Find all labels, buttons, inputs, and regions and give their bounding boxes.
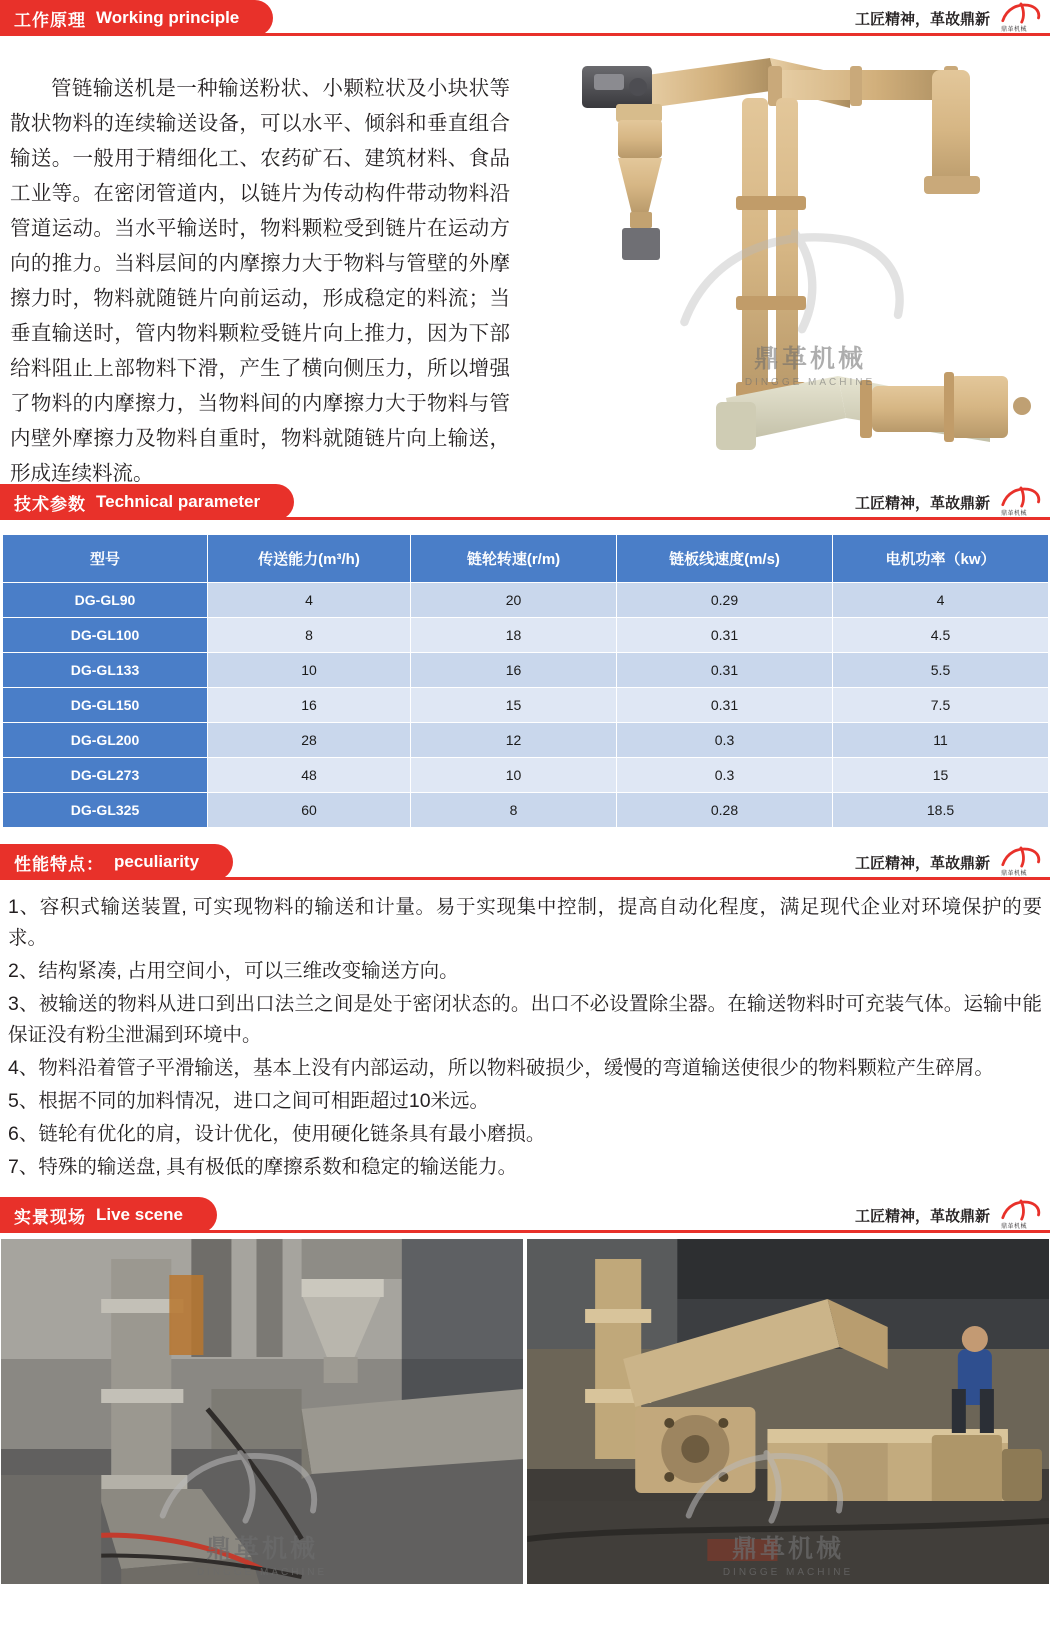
- cell-capacity: 60: [208, 793, 411, 828]
- table-header-row: [3, 535, 1049, 583]
- peculiarity-item: 2、结构紧凑, 占用空间小，可以三维改变输送方向。: [8, 960, 459, 982]
- brand-lockup: [855, 1197, 1044, 1233]
- cell-model: DG-GL90: [3, 583, 208, 618]
- working-principle-content: [0, 36, 1050, 484]
- table-header-cell: 链轮转速(r/m): [411, 535, 617, 583]
- brand-mark-text: 鼎革机械: [1001, 27, 1028, 33]
- swoosh-icon: [1000, 1199, 1042, 1221]
- cell-sprocket-speed: 8: [411, 793, 617, 828]
- watermark-cn: 鼎革机械: [205, 1535, 318, 1563]
- cell-chain-linear-speed: 0.3: [617, 723, 833, 758]
- cell-model: DG-GL325: [3, 793, 208, 828]
- cell-motor-power: 15: [833, 758, 1049, 793]
- cell-motor-power: 4: [833, 583, 1049, 618]
- section-title-cn: 工作原理: [14, 10, 86, 30]
- section-title-en: Technical parameter: [96, 492, 261, 511]
- photo-left-graphic: [1, 1239, 523, 1584]
- table-header-cell: 电机功率（kw）: [833, 535, 1049, 583]
- live-scene-photo-left: [1, 1239, 523, 1584]
- cell-capacity: 16: [208, 688, 411, 723]
- table-header-cell: 传送能力(m³/h): [208, 535, 411, 583]
- cell-chain-linear-speed: 0.29: [617, 583, 833, 618]
- brand-slogan: 工匠精神，革故鼎新: [854, 854, 990, 872]
- cell-capacity: 4: [208, 583, 411, 618]
- cell-motor-power: 18.5: [833, 793, 1049, 828]
- section-header-technical-parameter: [0, 484, 1050, 520]
- tube-chain-conveyor-diagram: [520, 46, 1040, 466]
- cell-sprocket-speed: 10: [411, 758, 617, 793]
- cell-sprocket-speed: 15: [411, 688, 617, 723]
- cell-chain-linear-speed: 0.31: [617, 653, 833, 688]
- brand-lockup: [855, 844, 1044, 880]
- peculiarity-item: 7、特殊的输送盘, 具有极低的摩擦系数和稳定的输送能力。: [8, 1156, 518, 1178]
- cell-model: DG-GL133: [3, 653, 208, 688]
- peculiarity-item: 5、根据不同的加料情况，进口之间可相距超过10米远。: [8, 1090, 490, 1112]
- cell-capacity: 8: [208, 618, 411, 653]
- peculiarity-item: 1、容积式输送装置, 可实现物料的输送和计量。易于实现集中控制，提高自动化程度，满足现代企业对环境保护的要求。: [8, 896, 1042, 949]
- peculiarity-item: 4、物料沿着管子平滑输送，基本上没有内部运动，所以物料破损少，缓慢的弯道输送使很少的物料颗粒产生碎屑。: [8, 1057, 994, 1079]
- cell-sprocket-speed: 16: [411, 653, 617, 688]
- company-logo: [998, 845, 1044, 879]
- section-title-en: Live scene: [96, 1205, 183, 1224]
- table-row: [3, 653, 1049, 688]
- product-illustration: [520, 46, 1040, 466]
- table-row: [3, 723, 1049, 758]
- brand-slogan: 工匠精神，革故鼎新: [854, 494, 990, 512]
- peculiarity-content: [0, 880, 1050, 1183]
- cell-motor-power: 5.5: [833, 653, 1049, 688]
- brand-mark-text: 鼎革机械: [1001, 511, 1028, 517]
- cell-chain-linear-speed: 0.28: [617, 793, 833, 828]
- company-logo: [998, 1198, 1044, 1232]
- table-row: [3, 618, 1049, 653]
- peculiarity-item: 6、链轮有优化的肩，设计优化，使用硬化链条具有最小磨损。: [8, 1123, 546, 1145]
- watermark-en: DINGGE MACHINE: [722, 1567, 854, 1578]
- section-title-bar-live-scene: [0, 1197, 217, 1233]
- section-title-cn: 技术参数: [14, 494, 86, 514]
- cell-chain-linear-speed: 0.31: [617, 618, 833, 653]
- swoosh-icon: [1000, 846, 1042, 868]
- cell-motor-power: 11: [833, 723, 1049, 758]
- section-title-en: peculiarity: [114, 852, 200, 871]
- cell-motor-power: 4.5: [833, 618, 1049, 653]
- table-row: [3, 688, 1049, 723]
- peculiarity-item: 3、被输送的物料从进口到出口法兰之间是处于密闭状态的。出口不必设置除尘器。在输送物料时可充装气体。运输中能保证没有粉尘泄漏到环境中。: [8, 993, 1042, 1046]
- working-principle-paragraph: 管链输送机是一种输送粉状、小颗粒状及小块状等散状物料的连续输送设备，可以水平、倾斜和垂直组合输送。一般用于精细化工、农药矿石、建筑材料、食品工业等。在密闭管道内，以链片为传动构件带动物料沿管道运动。当水平输送时，物料颗粒受到链片在运动方向的推力。当料层间的内摩擦力大于物料与管壁的外摩擦力时，物料就随链片向前运动，形成稳定的料流；当垂直输送时，管内物料颗粒受链片向上推力，因为下部给料阻止上部物料下滑，产生了横向侧压力，所以增强了物料的内摩擦力，当物料间的内摩擦力大于物料与管内壁外摩擦力及物料自重时，物料就随链片向上输送，形成连续料流。: [10, 76, 510, 485]
- watermark-en: DINGGE MACHINE: [744, 377, 876, 388]
- brand-mark-text: 鼎革机械: [1001, 871, 1028, 877]
- swoosh-icon: [1000, 2, 1042, 24]
- table-header-cell: 链板线速度(m/s): [617, 535, 833, 583]
- cell-sprocket-speed: 20: [411, 583, 617, 618]
- watermark-en: DINGGE MACHINE: [196, 1567, 328, 1578]
- technical-parameter-table-wrap: [2, 534, 1048, 828]
- cell-capacity: 10: [208, 653, 411, 688]
- section-header-working-principle: [0, 0, 1050, 36]
- cell-sprocket-speed: 12: [411, 723, 617, 758]
- cell-chain-linear-speed: 0.3: [617, 758, 833, 793]
- cell-capacity: 28: [208, 723, 411, 758]
- photo-right-graphic: [527, 1239, 1049, 1584]
- cell-model: DG-GL273: [3, 758, 208, 793]
- cell-capacity: 48: [208, 758, 411, 793]
- company-logo: [998, 485, 1044, 519]
- technical-parameter-table: [2, 534, 1049, 828]
- live-scene-gallery: [0, 1239, 1050, 1584]
- cell-model: DG-GL150: [3, 688, 208, 723]
- section-title-bar-technical-parameter: [0, 484, 294, 520]
- brand-mark-text: 鼎革机械: [1001, 1224, 1028, 1230]
- watermark-cn: 鼎革机械: [731, 1535, 844, 1563]
- section-header-peculiarity: [0, 844, 1050, 880]
- section-header-live-scene: [0, 1197, 1050, 1233]
- section-title-en: Working principle: [96, 8, 240, 27]
- swoosh-icon: [1000, 486, 1042, 508]
- cell-model: DG-GL100: [3, 618, 208, 653]
- section-title-cn: 实景现场: [14, 1207, 86, 1227]
- brand-lockup: [855, 0, 1044, 36]
- company-logo: [998, 1, 1044, 35]
- cell-sprocket-speed: 18: [411, 618, 617, 653]
- live-scene-photo-right: [527, 1239, 1049, 1584]
- table-header-cell: 型号: [3, 535, 208, 583]
- brand-slogan: 工匠精神，革故鼎新: [854, 10, 990, 28]
- section-title-bar-working-principle: [0, 0, 273, 36]
- table-row: [3, 793, 1049, 828]
- table-row: [3, 758, 1049, 793]
- brand-slogan: 工匠精神，革故鼎新: [854, 1207, 990, 1225]
- cell-model: DG-GL200: [3, 723, 208, 758]
- section-title-bar-peculiarity: [0, 844, 233, 880]
- cell-chain-linear-speed: 0.31: [617, 688, 833, 723]
- section-title-cn: 性能特点：: [14, 854, 104, 874]
- cell-motor-power: 7.5: [833, 688, 1049, 723]
- brand-lockup: [855, 484, 1044, 520]
- table-row: [3, 583, 1049, 618]
- watermark-cn: 鼎革机械: [753, 345, 866, 373]
